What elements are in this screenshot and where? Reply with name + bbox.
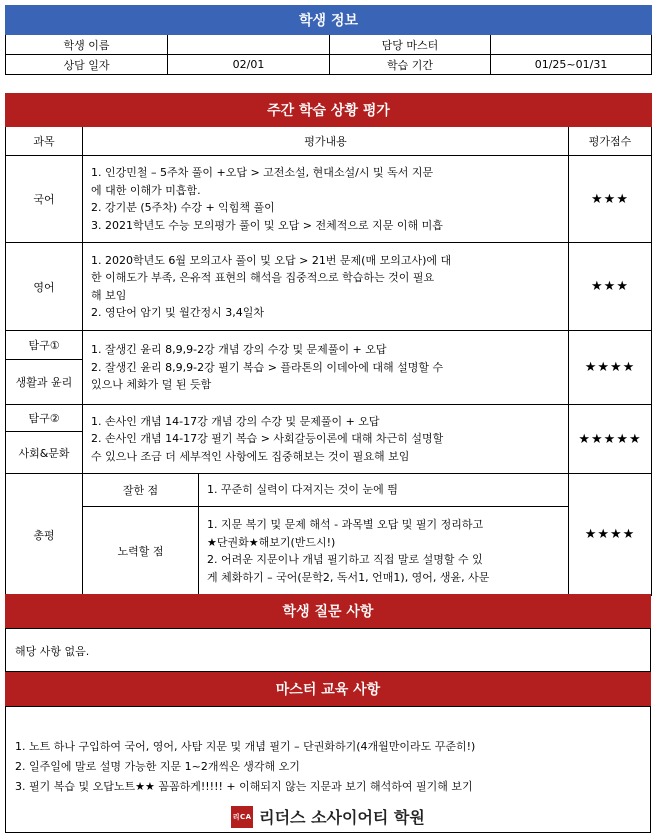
table-row: [6, 156, 652, 243]
weekly-title: 주간 학습 상황 평가: [6, 94, 652, 127]
content-line: 해 보임: [91, 288, 127, 302]
academy-logo-icon: 리CA: [231, 806, 253, 828]
content-line: 게 체화하기 – 국어(문학2, 독서1, 언매1), 영어, 생윤, 사문: [207, 570, 490, 584]
content-line: 3. 2021학년도 수능 모의평가 풀이 및 오답 > 전체적으로 지문 이해 미흡: [91, 218, 443, 232]
score-ethics: ★★★★: [569, 331, 652, 405]
col-content-header: 평가내용: [83, 127, 569, 156]
education-line: 1. 노트 하나 구입하여 국어, 영어, 사탐 지문 및 개념 필기 – 단권화하기(4개월만이라도 꾸준히!): [15, 740, 476, 753]
content-society: [83, 405, 569, 474]
student-questions-title: 학생 질문 사항: [5, 594, 651, 628]
student-questions-section: [5, 594, 651, 672]
content-line: 1. 지문 복기 및 문제 해석 - 과목별 오답 및 필기 정리하고: [207, 518, 484, 531]
content-line: 2. 잘생긴 윤리 8,9,9-2강 필기 복습 > 플라톤의 이데아에 대해 설명할 수: [91, 360, 444, 374]
master-value: [491, 35, 652, 55]
content-line: 2. 손사인 개념 14-17강 필기 복습 > 사회갈등이론에 대해 차근히 설명할: [91, 432, 444, 446]
education-line: 3. 필기 복습 및 오답노트★★ 꼼꼼하게!!!!! + 이해되지 않는 지문과 보기 해석하여 필기해 보기: [15, 780, 473, 793]
subject-korean: 국어: [6, 156, 83, 243]
student-info-table: [5, 5, 652, 75]
content-line: 에 대한 이해가 미흡함.: [91, 183, 201, 197]
content-line: 1. 잘생긴 윤리 8,9,9-2강 개념 강의 수강 및 문제풀이 + 오답: [91, 343, 387, 357]
student-name-label: 학생 이름: [6, 35, 168, 55]
subject-english: 영어: [6, 243, 83, 331]
content-line: 1. 꾸준히 실력이 다져지는 것이 눈에 띔: [207, 483, 398, 497]
content-line: 1. 2020학년도 6월 모의고사 풀이 및 오답 > 21번 문제(매 모의고사)에 대: [91, 253, 452, 267]
subject-summary: 총평: [6, 474, 83, 596]
score-english: ★★★: [569, 243, 652, 331]
good-points-label: 잘한 점: [83, 474, 199, 507]
score-society: ★★★★★: [569, 405, 652, 474]
score-summary: ★★★★: [569, 474, 652, 596]
student-info-title: 학생 정보: [6, 6, 652, 35]
content-line: ★단권화★해보기(반드시!): [207, 535, 336, 549]
content-line: 2. 어려운 지문이나 개념 필기하고 직접 말로 설명할 수 있: [207, 553, 483, 566]
academy-name: 리더스 소사이어티 학원: [259, 808, 425, 827]
student-questions-content: 해당 사항 없음.: [5, 628, 651, 672]
effort-points-label: 노력할 점: [83, 507, 199, 596]
score-korean: ★★★: [569, 156, 652, 243]
consult-date-label: 상담 일자: [6, 55, 168, 75]
content-line: 1. 인강민철 – 5주차 풀이 +오답 > 고전소설, 현대소설/시 및 독서 지문: [91, 166, 434, 179]
table-row: [6, 243, 652, 331]
content-english: [83, 243, 569, 331]
subject-ethics: 생활과 윤리: [6, 360, 83, 405]
good-points-content: [199, 474, 569, 507]
master-label: 담당 마스터: [330, 35, 491, 55]
col-score-header: 평가점수: [569, 127, 652, 156]
content-line: 2. 강기분 (5주차) 수강 + 익힘책 풀이: [91, 201, 275, 214]
weekly-evaluation-table: [5, 93, 652, 596]
table-row: [6, 507, 652, 596]
effort-points-content: [199, 507, 569, 596]
table-row: [6, 331, 652, 360]
study-period-label: 학습 기간: [330, 55, 491, 75]
student-name-value: [168, 35, 330, 55]
study-period-value: 01/25~01/31: [491, 55, 652, 75]
master-education-title: 마스터 교육 사항: [5, 672, 651, 706]
consult-date-value: 02/01: [168, 55, 330, 75]
subject-inquiry-2: 탐구②: [6, 405, 83, 432]
subject-inquiry-1: 탐구①: [6, 331, 83, 360]
content-line: 수 있으나 조금 더 세부적인 사항에도 집중해보는 것이 필요해 보임: [91, 449, 410, 463]
footer: [0, 800, 656, 833]
table-row: [6, 405, 652, 432]
education-line: 2. 일주일에 말로 설명 가능한 지문 1~2개씩은 생각해 오기: [15, 760, 300, 773]
content-line: 2. 영단어 암기 및 월간정시 3,4일차: [91, 306, 264, 319]
content-line: 1. 손사인 개념 14-17강 개념 강의 수강 및 문제풀이 + 오답: [91, 414, 380, 428]
content-korean: [83, 156, 569, 243]
col-subject-header: 과목: [6, 127, 83, 156]
content-line: 있으나 체화가 덜 된 듯함: [91, 378, 212, 392]
content-ethics: [83, 331, 569, 405]
subject-society: 사회&문화: [6, 432, 83, 474]
table-row: [6, 474, 652, 507]
content-line: 한 이해도가 부족, 은유적 표현의 해석을 집중적으로 학습하는 것이 필요: [91, 271, 435, 284]
